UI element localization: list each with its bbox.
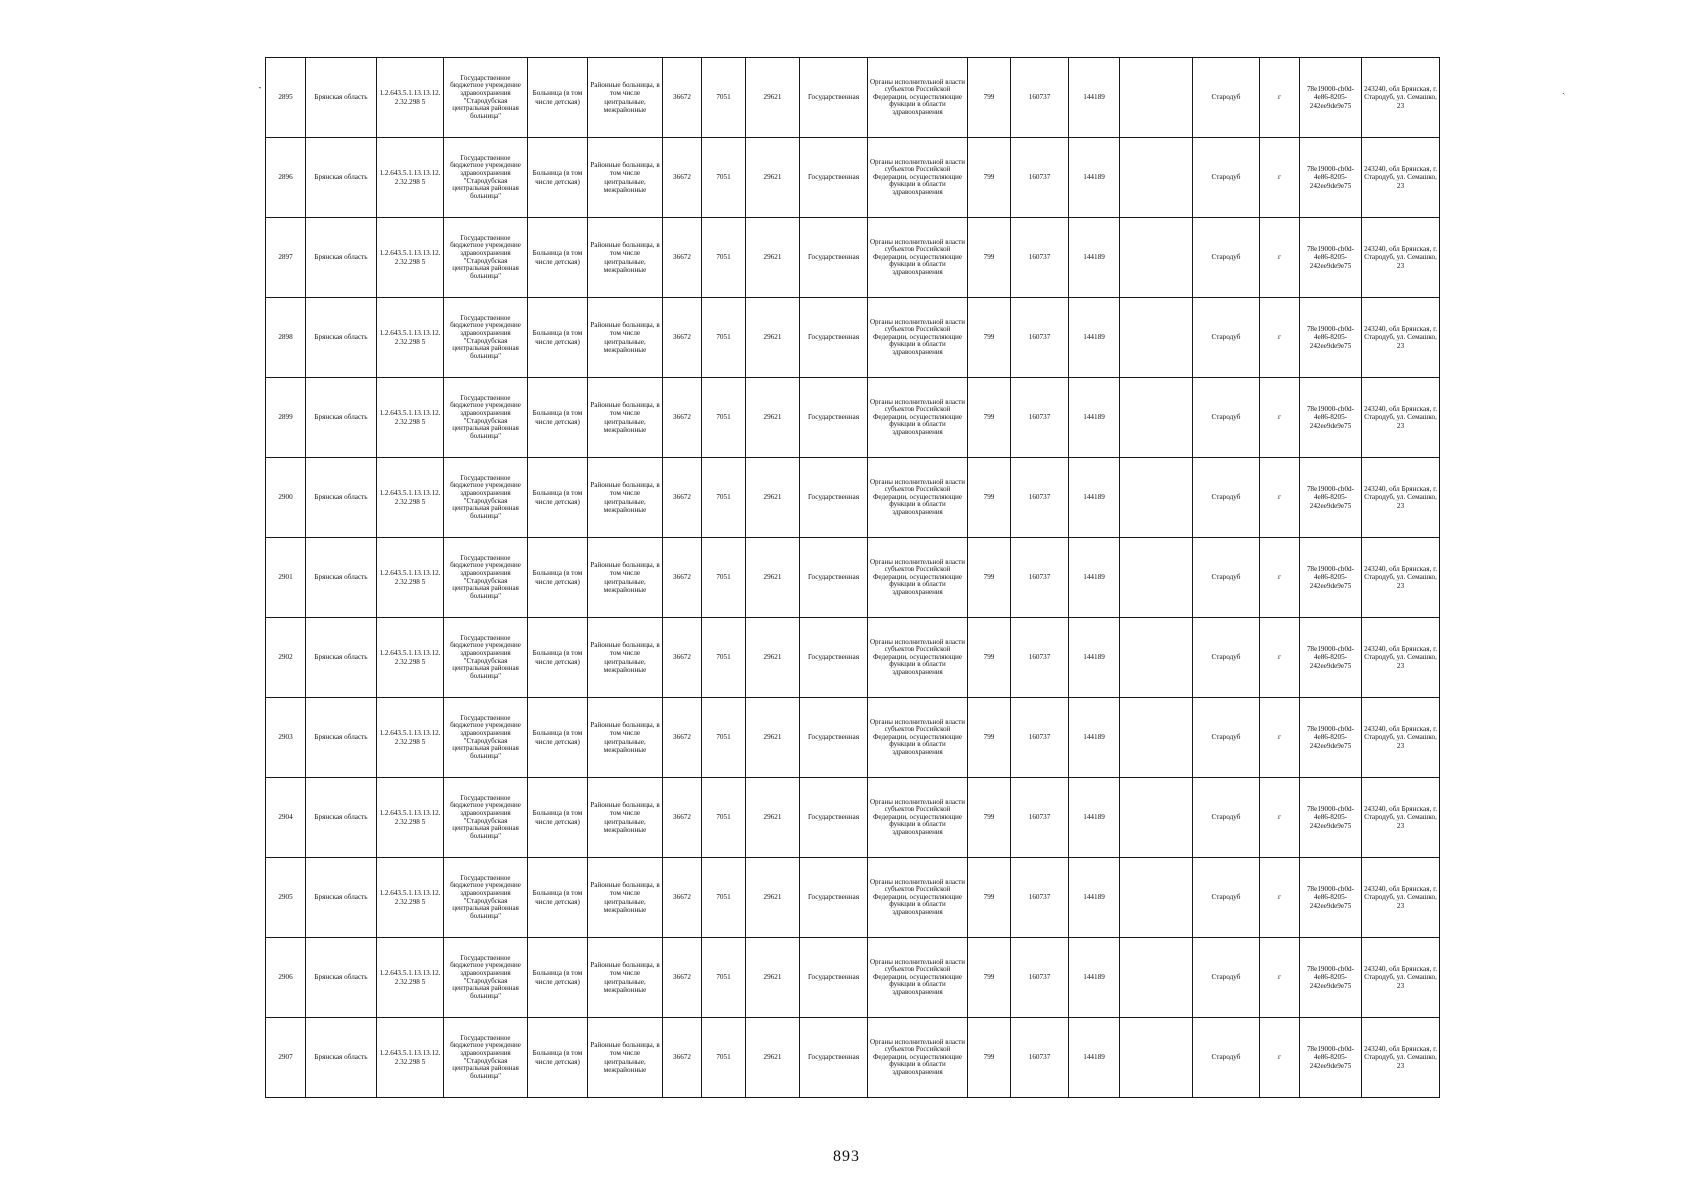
facility-subtype-cell: Районные больницы, в том числе центральные, межрайонные	[588, 1018, 663, 1098]
code-29621-cell: 29621	[746, 938, 800, 1018]
region-cell: Брянская область	[306, 1018, 377, 1098]
row-number-cell: 2906	[266, 938, 306, 1018]
city-cell: Стародуб	[1193, 458, 1260, 538]
settlement-kind-cell: г	[1260, 858, 1300, 938]
facility-type-cell: Больница (в том числе детская)	[528, 938, 588, 1018]
region-cell: Брянская область	[306, 618, 377, 698]
code-799-cell: 799	[968, 298, 1011, 378]
row-number-cell: 2899	[266, 378, 306, 458]
code-799-cell: 799	[968, 778, 1011, 858]
oid-code-cell: 1.2.643.5.1.13.13.12.2.32.298 5	[377, 458, 444, 538]
facility-subtype-cell: Районные больницы, в том числе центральные, межрайонные	[588, 538, 663, 618]
oid-code-cell: 1.2.643.5.1.13.13.12.2.32.298 5	[377, 618, 444, 698]
code-36672-cell: 36672	[663, 138, 702, 218]
settlement-kind-cell: г	[1260, 618, 1300, 698]
facility-type-cell: Больница (в том числе детская)	[528, 1018, 588, 1098]
code-36672-cell: 36672	[663, 378, 702, 458]
city-cell: Стародуб	[1193, 938, 1260, 1018]
empty-cell	[1120, 1018, 1193, 1098]
table-row	[266, 778, 1440, 858]
ownership-cell: Государственная	[800, 938, 868, 1018]
city-cell: Стародуб	[1193, 378, 1260, 458]
oid-code-cell: 1.2.643.5.1.13.13.12.2.32.298 5	[377, 938, 444, 1018]
empty-cell	[1120, 538, 1193, 618]
code-144189-cell: 144189	[1069, 1018, 1120, 1098]
row-number-cell: 2897	[266, 218, 306, 298]
code-160737-cell: 160737	[1011, 938, 1069, 1018]
ownership-cell: Государственная	[800, 858, 868, 938]
code-799-cell: 799	[968, 378, 1011, 458]
table-row	[266, 858, 1440, 938]
oid-code-cell: 1.2.643.5.1.13.13.12.2.32.298 5	[377, 58, 444, 138]
table-row	[266, 458, 1440, 538]
code-7051-cell: 7051	[702, 858, 746, 938]
row-number-cell: 2895	[266, 58, 306, 138]
uuid-cell: 78e19000-cb0d-4e86-8205-242ee9de9e75	[1300, 218, 1362, 298]
facility-subtype-cell: Районные больницы, в том числе центральные, межрайонные	[588, 778, 663, 858]
address-cell: 243240, обл Брянская, г. Стародуб, ул. Семашко, 23	[1362, 1018, 1440, 1098]
code-160737-cell: 160737	[1011, 138, 1069, 218]
registry-table	[265, 57, 1440, 1098]
empty-cell	[1120, 298, 1193, 378]
code-799-cell: 799	[968, 858, 1011, 938]
code-29621-cell: 29621	[746, 138, 800, 218]
authority-cell: Органы исполнительной власти субъектов Российской Федерации, осуществляющие функции в области здравоохранения	[868, 138, 968, 218]
code-36672-cell: 36672	[663, 698, 702, 778]
uuid-cell: 78e19000-cb0d-4e86-8205-242ee9de9e75	[1300, 778, 1362, 858]
uuid-cell: 78e19000-cb0d-4e86-8205-242ee9de9e75	[1300, 138, 1362, 218]
uuid-cell: 78e19000-cb0d-4e86-8205-242ee9de9e75	[1300, 858, 1362, 938]
settlement-kind-cell: г	[1260, 218, 1300, 298]
code-36672-cell: 36672	[663, 298, 702, 378]
code-29621-cell: 29621	[746, 58, 800, 138]
code-144189-cell: 144189	[1069, 58, 1120, 138]
organization-name-cell: Государственное бюджетное учреждение здравоохранения "Стародубская центральная районная больница"	[444, 698, 528, 778]
code-7051-cell: 7051	[702, 378, 746, 458]
ownership-cell: Государственная	[800, 298, 868, 378]
settlement-kind-cell: г	[1260, 698, 1300, 778]
organization-name-cell: Государственное бюджетное учреждение здравоохранения "Стародубская центральная районная больница"	[444, 378, 528, 458]
code-36672-cell: 36672	[663, 938, 702, 1018]
code-160737-cell: 160737	[1011, 298, 1069, 378]
code-799-cell: 799	[968, 538, 1011, 618]
city-cell: Стародуб	[1193, 138, 1260, 218]
settlement-kind-cell: г	[1260, 538, 1300, 618]
uuid-cell: 78e19000-cb0d-4e86-8205-242ee9de9e75	[1300, 58, 1362, 138]
empty-cell	[1120, 938, 1193, 1018]
code-36672-cell: 36672	[663, 218, 702, 298]
city-cell: Стародуб	[1193, 58, 1260, 138]
settlement-kind-cell: г	[1260, 378, 1300, 458]
oid-code-cell: 1.2.643.5.1.13.13.12.2.32.298 5	[377, 778, 444, 858]
organization-name-cell: Государственное бюджетное учреждение здравоохранения "Стародубская центральная районная больница"	[444, 538, 528, 618]
code-7051-cell: 7051	[702, 698, 746, 778]
code-144189-cell: 144189	[1069, 138, 1120, 218]
table-row	[266, 538, 1440, 618]
region-cell: Брянская область	[306, 138, 377, 218]
address-cell: 243240, обл Брянская, г. Стародуб, ул. Семашко, 23	[1362, 58, 1440, 138]
empty-cell	[1120, 218, 1193, 298]
ownership-cell: Государственная	[800, 1018, 868, 1098]
ownership-cell: Государственная	[800, 538, 868, 618]
table-row	[266, 58, 1440, 138]
table-row	[266, 298, 1440, 378]
empty-cell	[1120, 618, 1193, 698]
row-number-cell: 2900	[266, 458, 306, 538]
ownership-cell: Государственная	[800, 218, 868, 298]
ownership-cell: Государственная	[800, 138, 868, 218]
code-7051-cell: 7051	[702, 1018, 746, 1098]
table-row	[266, 218, 1440, 298]
oid-code-cell: 1.2.643.5.1.13.13.12.2.32.298 5	[377, 698, 444, 778]
code-29621-cell: 29621	[746, 378, 800, 458]
row-number-cell: 2904	[266, 778, 306, 858]
organization-name-cell: Государственное бюджетное учреждение здравоохранения "Стародубская центральная районная больница"	[444, 1018, 528, 1098]
code-29621-cell: 29621	[746, 618, 800, 698]
authority-cell: Органы исполнительной власти субъектов Российской Федерации, осуществляющие функции в области здравоохранения	[868, 698, 968, 778]
facility-subtype-cell: Районные больницы, в том числе центральные, межрайонные	[588, 378, 663, 458]
table-row	[266, 378, 1440, 458]
uuid-cell: 78e19000-cb0d-4e86-8205-242ee9de9e75	[1300, 618, 1362, 698]
address-cell: 243240, обл Брянская, г. Стародуб, ул. Семашко, 23	[1362, 698, 1440, 778]
authority-cell: Органы исполнительной власти субъектов Российской Федерации, осуществляющие функции в области здравоохранения	[868, 618, 968, 698]
facility-subtype-cell: Районные больницы, в том числе центральные, межрайонные	[588, 938, 663, 1018]
page-number: 893	[833, 1148, 860, 1165]
code-160737-cell: 160737	[1011, 698, 1069, 778]
authority-cell: Органы исполнительной власти субъектов Российской Федерации, осуществляющие функции в области здравоохранения	[868, 538, 968, 618]
facility-type-cell: Больница (в том числе детская)	[528, 218, 588, 298]
facility-subtype-cell: Районные больницы, в том числе центральные, межрайонные	[588, 58, 663, 138]
facility-type-cell: Больница (в том числе детская)	[528, 298, 588, 378]
code-144189-cell: 144189	[1069, 618, 1120, 698]
scan-mark-dot: ˎ	[1562, 84, 1566, 95]
authority-cell: Органы исполнительной власти субъектов Российской Федерации, осуществляющие функции в области здравоохранения	[868, 218, 968, 298]
authority-cell: Органы исполнительной власти субъектов Российской Федерации, осуществляющие функции в области здравоохранения	[868, 458, 968, 538]
facility-type-cell: Больница (в том числе детская)	[528, 378, 588, 458]
city-cell: Стародуб	[1193, 1018, 1260, 1098]
code-7051-cell: 7051	[702, 618, 746, 698]
facility-type-cell: Больница (в том числе детская)	[528, 698, 588, 778]
region-cell: Брянская область	[306, 298, 377, 378]
code-160737-cell: 160737	[1011, 58, 1069, 138]
code-799-cell: 799	[968, 458, 1011, 538]
code-7051-cell: 7051	[702, 458, 746, 538]
region-cell: Брянская область	[306, 538, 377, 618]
code-799-cell: 799	[968, 1018, 1011, 1098]
city-cell: Стародуб	[1193, 698, 1260, 778]
scan-mark-tick: ˺	[258, 86, 262, 97]
settlement-kind-cell: г	[1260, 58, 1300, 138]
city-cell: Стародуб	[1193, 538, 1260, 618]
oid-code-cell: 1.2.643.5.1.13.13.12.2.32.298 5	[377, 138, 444, 218]
code-144189-cell: 144189	[1069, 698, 1120, 778]
row-number-cell: 2901	[266, 538, 306, 618]
address-cell: 243240, обл Брянская, г. Стародуб, ул. Семашко, 23	[1362, 858, 1440, 938]
empty-cell	[1120, 778, 1193, 858]
facility-subtype-cell: Районные больницы, в том числе центральные, межрайонные	[588, 698, 663, 778]
authority-cell: Органы исполнительной власти субъектов Российской Федерации, осуществляющие функции в области здравоохранения	[868, 298, 968, 378]
address-cell: 243240, обл Брянская, г. Стародуб, ул. Семашко, 23	[1362, 618, 1440, 698]
code-36672-cell: 36672	[663, 858, 702, 938]
empty-cell	[1120, 58, 1193, 138]
code-36672-cell: 36672	[663, 58, 702, 138]
facility-type-cell: Больница (в том числе детская)	[528, 58, 588, 138]
facility-subtype-cell: Районные больницы, в том числе центральные, межрайонные	[588, 218, 663, 298]
registry-rows	[266, 58, 1440, 1098]
code-29621-cell: 29621	[746, 858, 800, 938]
address-cell: 243240, обл Брянская, г. Стародуб, ул. Семашко, 23	[1362, 538, 1440, 618]
city-cell: Стародуб	[1193, 858, 1260, 938]
address-cell: 243240, обл Брянская, г. Стародуб, ул. Семашко, 23	[1362, 458, 1440, 538]
code-7051-cell: 7051	[702, 58, 746, 138]
region-cell: Брянская область	[306, 858, 377, 938]
empty-cell	[1120, 858, 1193, 938]
code-29621-cell: 29621	[746, 458, 800, 538]
empty-cell	[1120, 458, 1193, 538]
organization-name-cell: Государственное бюджетное учреждение здравоохранения "Стародубская центральная районная больница"	[444, 778, 528, 858]
code-799-cell: 799	[968, 938, 1011, 1018]
organization-name-cell: Государственное бюджетное учреждение здравоохранения "Стародубская центральная районная больница"	[444, 458, 528, 538]
facility-type-cell: Больница (в том числе детская)	[528, 138, 588, 218]
uuid-cell: 78e19000-cb0d-4e86-8205-242ee9de9e75	[1300, 938, 1362, 1018]
code-160737-cell: 160737	[1011, 218, 1069, 298]
code-799-cell: 799	[968, 618, 1011, 698]
oid-code-cell: 1.2.643.5.1.13.13.12.2.32.298 5	[377, 378, 444, 458]
code-799-cell: 799	[968, 218, 1011, 298]
authority-cell: Органы исполнительной власти субъектов Российской Федерации, осуществляющие функции в области здравоохранения	[868, 938, 968, 1018]
ownership-cell: Государственная	[800, 698, 868, 778]
facility-type-cell: Больница (в том числе детская)	[528, 778, 588, 858]
city-cell: Стародуб	[1193, 618, 1260, 698]
code-7051-cell: 7051	[702, 138, 746, 218]
code-144189-cell: 144189	[1069, 378, 1120, 458]
table-row	[266, 618, 1440, 698]
code-7051-cell: 7051	[702, 218, 746, 298]
code-160737-cell: 160737	[1011, 618, 1069, 698]
row-number-cell: 2902	[266, 618, 306, 698]
settlement-kind-cell: г	[1260, 138, 1300, 218]
code-799-cell: 799	[968, 698, 1011, 778]
organization-name-cell: Государственное бюджетное учреждение здравоохранения "Стародубская центральная районная больница"	[444, 298, 528, 378]
city-cell: Стародуб	[1193, 778, 1260, 858]
region-cell: Брянская область	[306, 778, 377, 858]
code-7051-cell: 7051	[702, 938, 746, 1018]
uuid-cell: 78e19000-cb0d-4e86-8205-242ee9de9e75	[1300, 1018, 1362, 1098]
code-144189-cell: 144189	[1069, 218, 1120, 298]
code-160737-cell: 160737	[1011, 1018, 1069, 1098]
address-cell: 243240, обл Брянская, г. Стародуб, ул. Семашко, 23	[1362, 778, 1440, 858]
region-cell: Брянская область	[306, 458, 377, 538]
code-29621-cell: 29621	[746, 298, 800, 378]
code-144189-cell: 144189	[1069, 858, 1120, 938]
ownership-cell: Государственная	[800, 458, 868, 538]
code-36672-cell: 36672	[663, 618, 702, 698]
address-cell: 243240, обл Брянская, г. Стародуб, ул. Семашко, 23	[1362, 938, 1440, 1018]
authority-cell: Органы исполнительной власти субъектов Российской Федерации, осуществляющие функции в области здравоохранения	[868, 858, 968, 938]
table-row	[266, 138, 1440, 218]
empty-cell	[1120, 698, 1193, 778]
code-36672-cell: 36672	[663, 1018, 702, 1098]
code-799-cell: 799	[968, 138, 1011, 218]
organization-name-cell: Государственное бюджетное учреждение здравоохранения "Стародубская центральная районная больница"	[444, 618, 528, 698]
authority-cell: Органы исполнительной власти субъектов Российской Федерации, осуществляющие функции в области здравоохранения	[868, 1018, 968, 1098]
row-number-cell: 2903	[266, 698, 306, 778]
code-144189-cell: 144189	[1069, 458, 1120, 538]
address-cell: 243240, обл Брянская, г. Стародуб, ул. Семашко, 23	[1362, 298, 1440, 378]
region-cell: Брянская область	[306, 698, 377, 778]
row-number-cell: 2896	[266, 138, 306, 218]
facility-type-cell: Больница (в том числе детская)	[528, 618, 588, 698]
authority-cell: Органы исполнительной власти субъектов Российской Федерации, осуществляющие функции в области здравоохранения	[868, 58, 968, 138]
code-799-cell: 799	[968, 58, 1011, 138]
code-144189-cell: 144189	[1069, 778, 1120, 858]
facility-subtype-cell: Районные больницы, в том числе центральные, межрайонные	[588, 618, 663, 698]
settlement-kind-cell: г	[1260, 458, 1300, 538]
table-row	[266, 938, 1440, 1018]
ownership-cell: Государственная	[800, 58, 868, 138]
address-cell: 243240, обл Брянская, г. Стародуб, ул. Семашко, 23	[1362, 138, 1440, 218]
oid-code-cell: 1.2.643.5.1.13.13.12.2.32.298 5	[377, 858, 444, 938]
row-number-cell: 2907	[266, 1018, 306, 1098]
table-row	[266, 698, 1440, 778]
row-number-cell: 2905	[266, 858, 306, 938]
address-cell: 243240, обл Брянская, г. Стародуб, ул. Семашко, 23	[1362, 218, 1440, 298]
facility-subtype-cell: Районные больницы, в том числе центральные, межрайонные	[588, 298, 663, 378]
oid-code-cell: 1.2.643.5.1.13.13.12.2.32.298 5	[377, 538, 444, 618]
organization-name-cell: Государственное бюджетное учреждение здравоохранения "Стародубская центральная районная больница"	[444, 58, 528, 138]
code-160737-cell: 160737	[1011, 458, 1069, 538]
table-row	[266, 1018, 1440, 1098]
settlement-kind-cell: г	[1260, 298, 1300, 378]
code-144189-cell: 144189	[1069, 938, 1120, 1018]
code-36672-cell: 36672	[663, 458, 702, 538]
code-29621-cell: 29621	[746, 778, 800, 858]
uuid-cell: 78e19000-cb0d-4e86-8205-242ee9de9e75	[1300, 698, 1362, 778]
facility-subtype-cell: Районные больницы, в том числе центральные, межрайонные	[588, 458, 663, 538]
uuid-cell: 78e19000-cb0d-4e86-8205-242ee9de9e75	[1300, 538, 1362, 618]
code-29621-cell: 29621	[746, 698, 800, 778]
facility-type-cell: Больница (в том числе детская)	[528, 858, 588, 938]
code-160737-cell: 160737	[1011, 778, 1069, 858]
organization-name-cell: Государственное бюджетное учреждение здравоохранения "Стародубская центральная районная больница"	[444, 938, 528, 1018]
code-160737-cell: 160737	[1011, 538, 1069, 618]
city-cell: Стародуб	[1193, 298, 1260, 378]
region-cell: Брянская область	[306, 938, 377, 1018]
code-36672-cell: 36672	[663, 538, 702, 618]
code-7051-cell: 7051	[702, 298, 746, 378]
code-160737-cell: 160737	[1011, 378, 1069, 458]
authority-cell: Органы исполнительной власти субъектов Российской Федерации, осуществляющие функции в области здравоохранения	[868, 378, 968, 458]
organization-name-cell: Государственное бюджетное учреждение здравоохранения "Стародубская центральная районная больница"	[444, 858, 528, 938]
row-number-cell: 2898	[266, 298, 306, 378]
region-cell: Брянская область	[306, 58, 377, 138]
code-36672-cell: 36672	[663, 778, 702, 858]
empty-cell	[1120, 378, 1193, 458]
facility-type-cell: Больница (в том числе детская)	[528, 458, 588, 538]
empty-cell	[1120, 138, 1193, 218]
organization-name-cell: Государственное бюджетное учреждение здравоохранения "Стародубская центральная районная больница"	[444, 138, 528, 218]
authority-cell: Органы исполнительной власти субъектов Российской Федерации, осуществляющие функции в области здравоохранения	[868, 778, 968, 858]
uuid-cell: 78e19000-cb0d-4e86-8205-242ee9de9e75	[1300, 378, 1362, 458]
uuid-cell: 78e19000-cb0d-4e86-8205-242ee9de9e75	[1300, 458, 1362, 538]
code-144189-cell: 144189	[1069, 538, 1120, 618]
ownership-cell: Государственная	[800, 378, 868, 458]
code-29621-cell: 29621	[746, 1018, 800, 1098]
ownership-cell: Государственная	[800, 618, 868, 698]
settlement-kind-cell: г	[1260, 778, 1300, 858]
settlement-kind-cell: г	[1260, 938, 1300, 1018]
registry-table-sheet	[265, 57, 1439, 1098]
code-160737-cell: 160737	[1011, 858, 1069, 938]
region-cell: Брянская область	[306, 378, 377, 458]
address-cell: 243240, обл Брянская, г. Стародуб, ул. Семашко, 23	[1362, 378, 1440, 458]
code-7051-cell: 7051	[702, 538, 746, 618]
code-144189-cell: 144189	[1069, 298, 1120, 378]
code-7051-cell: 7051	[702, 778, 746, 858]
oid-code-cell: 1.2.643.5.1.13.13.12.2.32.298 5	[377, 298, 444, 378]
city-cell: Стародуб	[1193, 218, 1260, 298]
uuid-cell: 78e19000-cb0d-4e86-8205-242ee9de9e75	[1300, 298, 1362, 378]
oid-code-cell: 1.2.643.5.1.13.13.12.2.32.298 5	[377, 1018, 444, 1098]
code-29621-cell: 29621	[746, 538, 800, 618]
ownership-cell: Государственная	[800, 778, 868, 858]
settlement-kind-cell: г	[1260, 1018, 1300, 1098]
facility-subtype-cell: Районные больницы, в том числе центральные, межрайонные	[588, 858, 663, 938]
code-29621-cell: 29621	[746, 218, 800, 298]
region-cell: Брянская область	[306, 218, 377, 298]
facility-type-cell: Больница (в том числе детская)	[528, 538, 588, 618]
facility-subtype-cell: Районные больницы, в том числе центральные, межрайонные	[588, 138, 663, 218]
oid-code-cell: 1.2.643.5.1.13.13.12.2.32.298 5	[377, 218, 444, 298]
organization-name-cell: Государственное бюджетное учреждение здравоохранения "Стародубская центральная районная больница"	[444, 218, 528, 298]
